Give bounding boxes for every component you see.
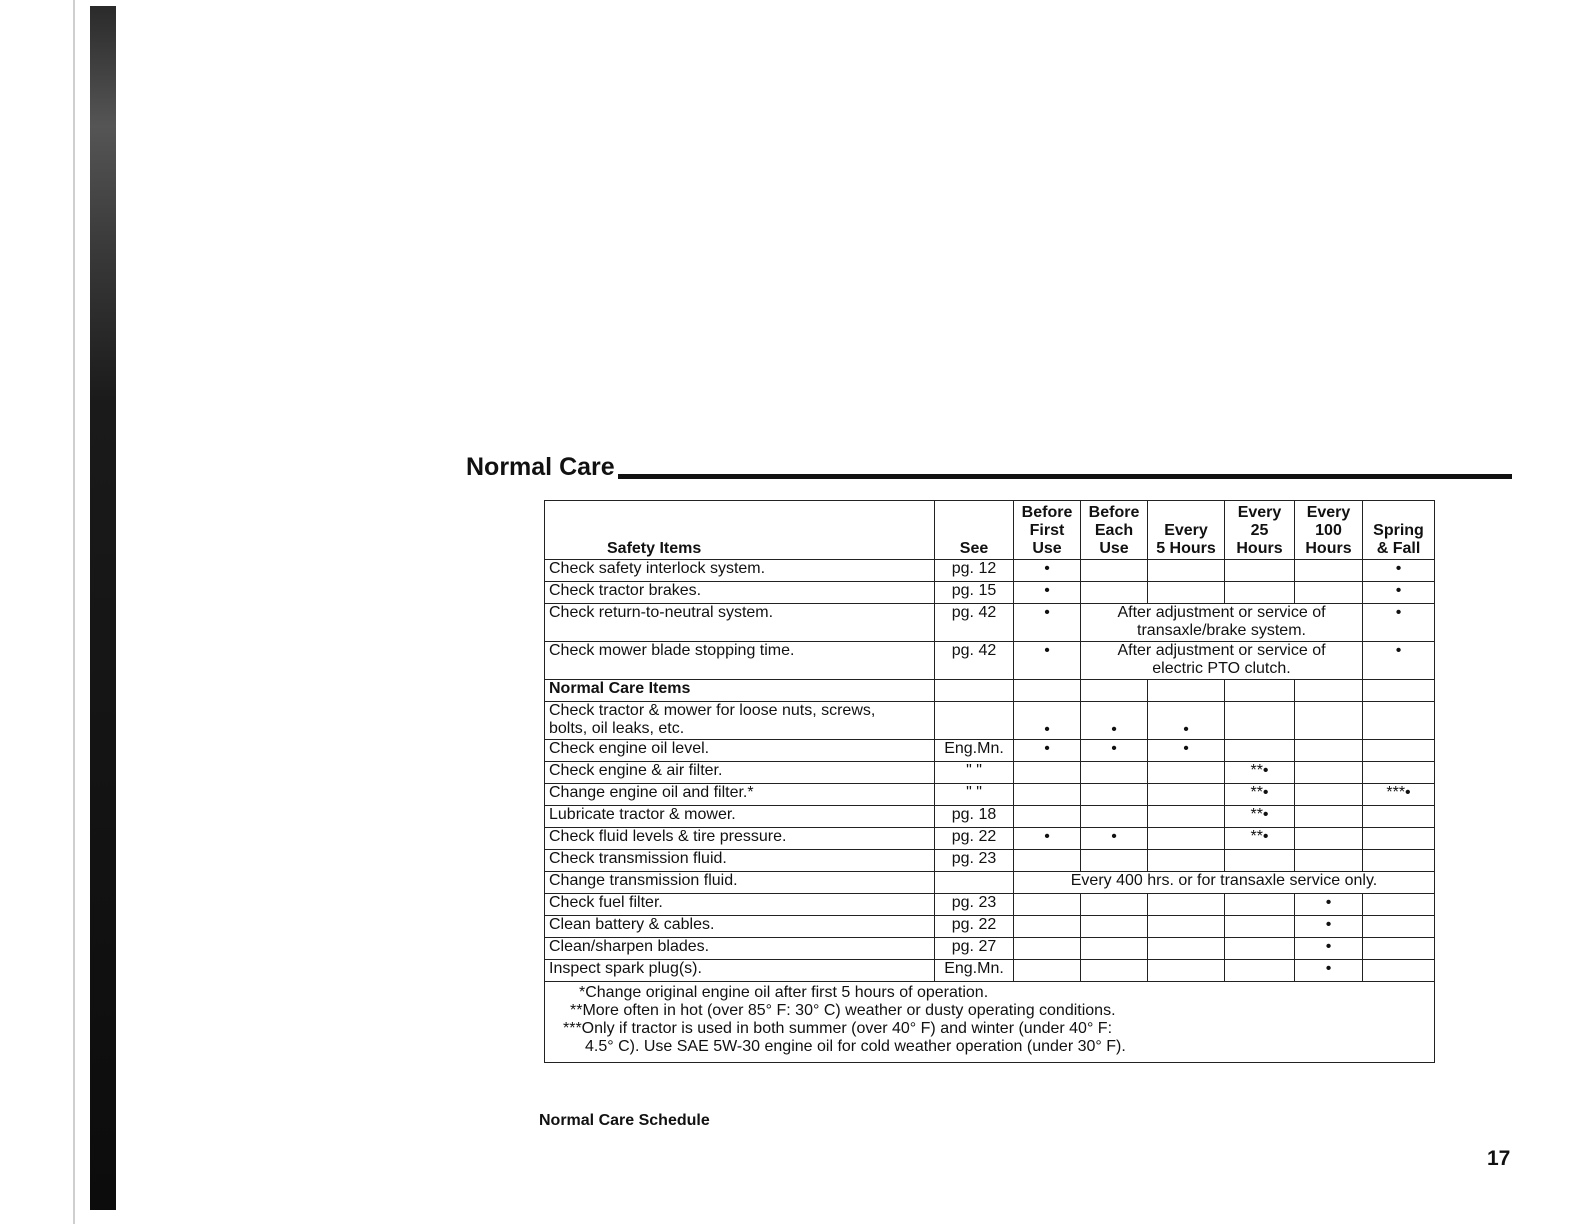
mark-before-first-use (1014, 806, 1081, 828)
mark-every-25-hours: **• (1225, 806, 1295, 828)
span-note: Every 400 hrs. or for transaxle service only. (1014, 872, 1435, 894)
mark-spring-fall: • (1363, 560, 1435, 582)
mark-spring-fall: • (1363, 604, 1435, 642)
mark-before-first-use (1014, 938, 1081, 960)
row-item: Check return-to-neutral system. (545, 604, 935, 642)
mark-every-5-hours (1148, 960, 1225, 982)
mark-before-each-use: • (1081, 702, 1148, 740)
table-row (545, 894, 1435, 916)
row-item: Check engine oil level. (545, 740, 935, 762)
mark-every-100-hours (1295, 850, 1363, 872)
normal-care-items-heading: Normal Care Items (545, 680, 935, 702)
mark-every-100-hours: • (1295, 960, 1363, 982)
mark-spring-fall (1363, 828, 1435, 850)
heading-rule (618, 474, 1512, 479)
table-row (545, 806, 1435, 828)
row-item: Clean battery & cables. (545, 916, 935, 938)
row-item: Lubricate tractor & mower. (545, 806, 935, 828)
page-number: 17 (1487, 1147, 1511, 1170)
table-row (545, 702, 1435, 740)
table-row (545, 938, 1435, 960)
header-every-100-hours: Every 100 Hours (1295, 501, 1363, 560)
row-see: pg. 22 (935, 828, 1014, 850)
mark-before-first-use (1014, 916, 1081, 938)
mark-before-each-use (1081, 916, 1148, 938)
row-see: pg. 15 (935, 582, 1014, 604)
mark-before-each-use (1081, 938, 1148, 960)
row-see: pg. 12 (935, 560, 1014, 582)
mark-every-100-hours: • (1295, 938, 1363, 960)
mark-before-first-use: • (1014, 582, 1081, 604)
footnote: **More often in hot (over 85° F: 30° C) weather or dusty operating conditions. (570, 1002, 1116, 1019)
row-see: " " (935, 762, 1014, 784)
row-see: pg. 23 (935, 850, 1014, 872)
mark-every-5-hours (1148, 894, 1225, 916)
span-note: After adjustment or service of transaxle/brake system. (1081, 604, 1363, 642)
header-before-each-use: Before Each Use (1081, 501, 1148, 560)
mark-every-5-hours (1148, 806, 1225, 828)
footnotes-row (545, 982, 1435, 1063)
footnote: *Change original engine oil after first 5 hours of operation. (579, 984, 989, 1001)
mark-before-first-use (1014, 784, 1081, 806)
row-see: " " (935, 784, 1014, 806)
mark-every-100-hours (1295, 806, 1363, 828)
footnote: ***Only if tractor is used in both summer (over 40° F) and winter (under 40° F: (563, 1020, 1113, 1037)
mark-before-each-use (1081, 894, 1148, 916)
mark-every-25-hours: **• (1225, 828, 1295, 850)
mark-spring-fall (1363, 850, 1435, 872)
mark-every-5-hours (1148, 938, 1225, 960)
row-item: Change transmission fluid. (545, 872, 935, 894)
mark-every-25-hours (1225, 960, 1295, 982)
mark-every-100-hours (1295, 828, 1363, 850)
row-item: Check tractor brakes. (545, 582, 935, 604)
mark-spring-fall (1363, 938, 1435, 960)
mark-spring-fall (1363, 806, 1435, 828)
page-binding-edge (90, 6, 116, 1210)
table-row (545, 740, 1435, 762)
row-item: Check safety interlock system. (545, 560, 935, 582)
mark-before-first-use: • (1014, 642, 1081, 680)
mark-before-each-use (1081, 762, 1148, 784)
header-spring-fall: Spring & Fall (1363, 501, 1435, 560)
mark-every-5-hours (1148, 850, 1225, 872)
table-row (545, 850, 1435, 872)
mark-before-each-use: • (1081, 828, 1148, 850)
mark-spring-fall: • (1363, 582, 1435, 604)
care-schedule-table (544, 500, 1435, 1063)
mark-spring-fall (1363, 702, 1435, 740)
mark-before-each-use (1081, 850, 1148, 872)
header-every-25-hours: Every 25 Hours (1225, 501, 1295, 560)
section-title: Normal Care (466, 453, 615, 481)
table-row (545, 762, 1435, 784)
mark-before-first-use: • (1014, 604, 1081, 642)
mark-before-each-use: • (1081, 740, 1148, 762)
mark-before-first-use (1014, 850, 1081, 872)
mark-before-each-use (1081, 960, 1148, 982)
mark-every-5-hours (1148, 828, 1225, 850)
mark-before-first-use: • (1014, 828, 1081, 850)
row-item: Check fluid levels & tire pressure. (545, 828, 935, 850)
mark-before-first-use (1014, 762, 1081, 784)
span-note: After adjustment or service of electric PTO clutch. (1081, 642, 1363, 680)
mark-every-100-hours: • (1295, 894, 1363, 916)
mark-every-100-hours (1295, 784, 1363, 806)
mark-every-100-hours: • (1295, 916, 1363, 938)
mark-every-25-hours (1225, 938, 1295, 960)
table-row (545, 604, 1435, 642)
mark-every-25-hours (1225, 850, 1295, 872)
mark-every-5-hours (1148, 916, 1225, 938)
subheading-row (545, 680, 1435, 702)
table-row (545, 784, 1435, 806)
table-row (545, 560, 1435, 582)
mark-every-25-hours (1225, 894, 1295, 916)
mark-every-25-hours (1225, 740, 1295, 762)
mark-spring-fall (1363, 740, 1435, 762)
table-row (545, 582, 1435, 604)
mark-before-first-use (1014, 960, 1081, 982)
mark-before-first-use: • (1014, 740, 1081, 762)
mark-every-25-hours: **• (1225, 762, 1295, 784)
row-item: Change engine oil and filter.* (545, 784, 935, 806)
mark-spring-fall (1363, 916, 1435, 938)
mark-every-5-hours: • (1148, 740, 1225, 762)
row-see (935, 702, 1014, 740)
mark-spring-fall (1363, 762, 1435, 784)
row-item: Check fuel filter. (545, 894, 935, 916)
mark-every-25-hours (1225, 916, 1295, 938)
footnote: 4.5° C). Use SAE 5W-30 engine oil for cold weather operation (under 30° F). (585, 1038, 1126, 1055)
mark-before-first-use (1014, 894, 1081, 916)
row-item: Check tractor & mower for loose nuts, screws, bolts, oil leaks, etc. (545, 702, 935, 740)
table-row (545, 960, 1435, 982)
mark-before-each-use (1081, 784, 1148, 806)
mark-before-each-use (1081, 806, 1148, 828)
mark-every-25-hours (1225, 702, 1295, 740)
mark-every-100-hours (1295, 740, 1363, 762)
row-see (935, 872, 1014, 894)
mark-every-100-hours (1295, 702, 1363, 740)
footnotes (545, 982, 1435, 1063)
mark-before-first-use: • (1014, 560, 1081, 582)
mark-spring-fall: ***• (1363, 784, 1435, 806)
mark-spring-fall: • (1363, 642, 1435, 680)
row-item: Check mower blade stopping time. (545, 642, 935, 680)
mark-every-5-hours: • (1148, 702, 1225, 740)
table-row (545, 828, 1435, 850)
row-item: Clean/sharpen blades. (545, 938, 935, 960)
header-safety-items: Safety Items (545, 501, 935, 560)
header-see: See (935, 501, 1014, 560)
mark-every-5-hours (1148, 784, 1225, 806)
header-before-first-use: Before First Use (1014, 501, 1081, 560)
header-every-5-hours: Every 5 Hours (1148, 501, 1225, 560)
row-item: Check engine & air filter. (545, 762, 935, 784)
table-row (545, 916, 1435, 938)
mark-before-first-use: • (1014, 702, 1081, 740)
mark-spring-fall (1363, 960, 1435, 982)
row-see: pg. 22 (935, 916, 1014, 938)
row-see: pg. 42 (935, 642, 1014, 680)
row-see: Eng.Mn. (935, 960, 1014, 982)
row-see: pg. 42 (935, 604, 1014, 642)
row-see: pg. 27 (935, 938, 1014, 960)
table-row (545, 872, 1435, 894)
section-heading (466, 452, 1512, 482)
table-row (545, 642, 1435, 680)
row-item: Inspect spark plug(s). (545, 960, 935, 982)
mark-spring-fall (1363, 894, 1435, 916)
table-caption: Normal Care Schedule (539, 1112, 710, 1129)
mark-every-25-hours: **• (1225, 784, 1295, 806)
header-row (545, 501, 1435, 560)
row-see: pg. 18 (935, 806, 1014, 828)
mark-every-100-hours (1295, 762, 1363, 784)
row-see: Eng.Mn. (935, 740, 1014, 762)
page-binding-line (73, 0, 75, 1224)
row-item: Check transmission fluid. (545, 850, 935, 872)
row-see: pg. 23 (935, 894, 1014, 916)
mark-every-5-hours (1148, 762, 1225, 784)
